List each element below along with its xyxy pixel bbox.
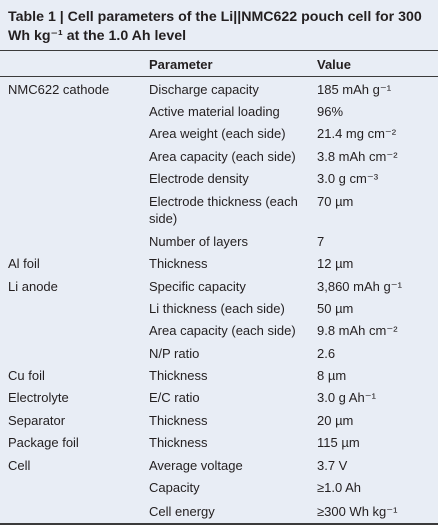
cell-value: 7: [317, 234, 325, 249]
cell-value: 3.0 g Ah⁻¹: [317, 390, 376, 405]
cell-parameter: Area capacity (each side): [149, 149, 296, 164]
cell-parameter: Area capacity (each side): [149, 323, 296, 338]
cell-value: 3.7 V: [317, 458, 348, 473]
table-caption: Table 1 | Cell parameters of the Li||NMC622 pouch cell for 300 Wh kg⁻¹ at the 1.0 Ah level: [8, 9, 422, 44]
cell-parameter: Discharge capacity: [149, 82, 259, 97]
cell-value: 96%: [317, 104, 344, 119]
cell-parameter: Thickness: [149, 256, 208, 271]
header-value: Value: [317, 57, 351, 72]
cell-value: ≥1.0 Ah: [317, 480, 362, 495]
cell-parameter: E/C ratio: [149, 390, 200, 405]
cell-parameter: Electrode thickness (each side): [149, 194, 298, 226]
cell-component: Package foil: [8, 435, 79, 450]
cell-value: 185 mAh g⁻¹: [317, 82, 392, 97]
cell-component: NMC622 cathode: [8, 82, 110, 97]
cell-parameter: Number of layers: [149, 234, 248, 249]
cell-value: 115 µm: [317, 435, 360, 450]
cell-component: Al foil: [8, 256, 40, 271]
cell-parameter: N/P ratio: [149, 346, 200, 361]
cell-parameter: Specific capacity: [149, 279, 246, 294]
cell-value: 20 µm: [317, 413, 354, 428]
bottom-rule: [0, 523, 438, 525]
cell-parameter: Electrode density: [149, 171, 249, 186]
cell-value: 3.0 g cm⁻³: [317, 171, 379, 186]
cell-component: Electrolyte: [8, 390, 69, 405]
header-parameter: Parameter: [149, 57, 213, 72]
cell-parameter: Thickness: [149, 413, 208, 428]
cell-value: 8 µm: [317, 368, 347, 383]
cell-value: 2.6: [317, 346, 336, 361]
cell-value: 21.4 mg cm⁻²: [317, 126, 397, 141]
cell-value: 3.8 mAh cm⁻²: [317, 149, 398, 164]
cell-component: Li anode: [8, 279, 58, 294]
cell-value: 50 µm: [317, 301, 354, 316]
cell-value: 70 µm: [317, 194, 354, 209]
cell-parameter: Capacity: [149, 480, 200, 495]
cell-component: Cu foil: [8, 368, 45, 383]
cell-parameter: Cell energy: [149, 504, 215, 519]
header-rule: [0, 76, 438, 77]
cell-parameter: Average voltage: [149, 458, 243, 473]
cell-value: 12 µm: [317, 256, 354, 271]
cell-parameter: Active material loading: [149, 104, 280, 119]
cell-value: ≥300 Wh kg⁻¹: [317, 504, 398, 519]
cell-parameter: Thickness: [149, 368, 208, 383]
cell-component: Separator: [8, 413, 66, 428]
top-rule: [0, 50, 438, 51]
cell-component: Cell: [8, 458, 31, 473]
cell-parameter: Area weight (each side): [149, 126, 286, 141]
cell-parameter: Li thickness (each side): [149, 301, 285, 316]
cell-value: 9.8 mAh cm⁻²: [317, 323, 398, 338]
cell-parameter: Thickness: [149, 435, 208, 450]
cell-value: 3,860 mAh g⁻¹: [317, 279, 402, 294]
